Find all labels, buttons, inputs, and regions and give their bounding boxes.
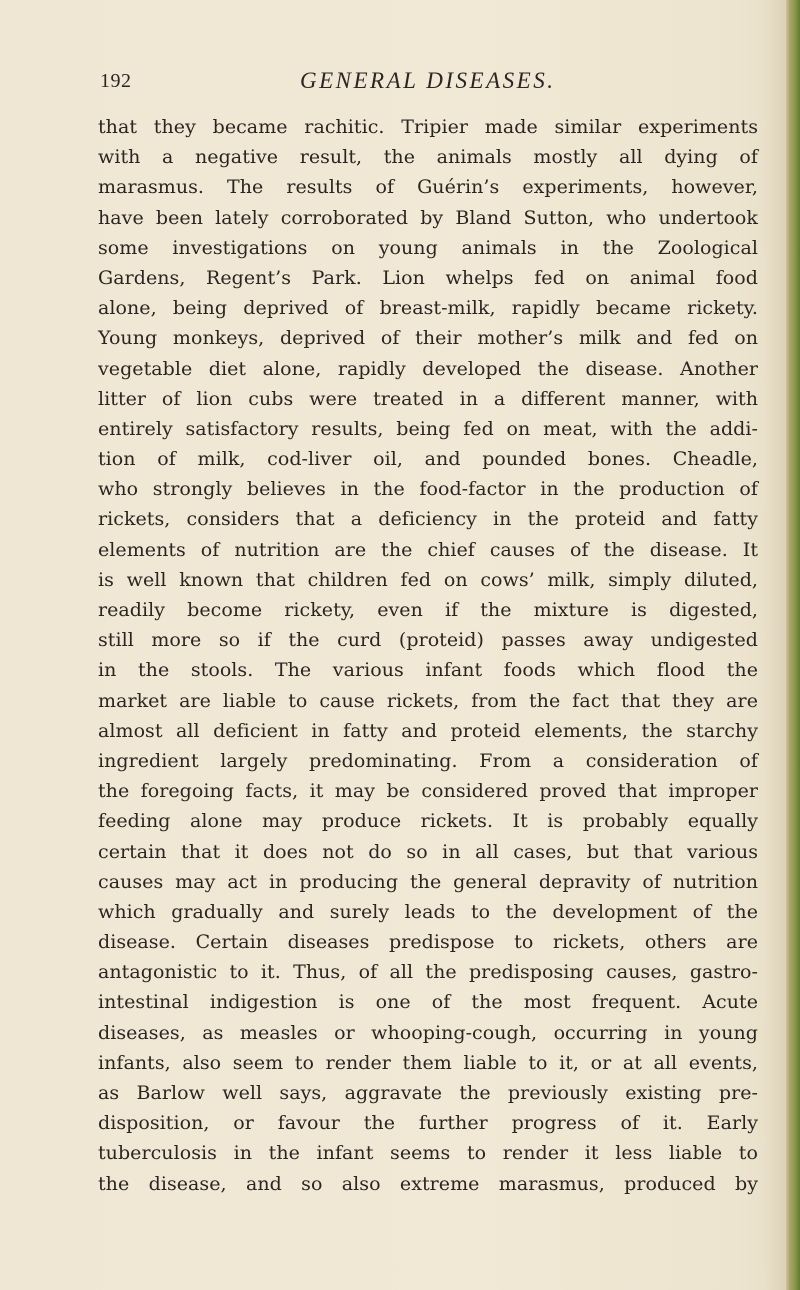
page-number: 192 — [100, 70, 132, 92]
text-line: market are liable to cause rickets, from the fact that they are — [98, 689, 758, 712]
page-header — [100, 70, 740, 106]
text-line: disposition, or favour the further progress of it. Early — [98, 1112, 758, 1135]
text-line: causes may act in producing the general depravity of nutrition — [98, 870, 758, 893]
text-line: that they became rachitic. Tripier made similar experiments — [98, 116, 758, 138]
text-line: Young monkeys, deprived of their mother’s milk and fed on — [98, 327, 758, 350]
text-line: marasmus. The results of Guérin’s experiments, however, — [98, 176, 758, 199]
text-line: litter of lion cubs were treated in a different manner, with — [98, 387, 758, 410]
text-line: vegetable diet alone, rapidly developed the disease. Another — [98, 357, 758, 380]
text-line: ingredient largely predominating. From a consideration of — [98, 749, 758, 772]
text-line: certain that it does not do so in all cases, but that various — [98, 840, 758, 863]
text-line: entirely satisfactory results, being fed on meat, with the addi- — [98, 417, 758, 440]
text-line: is well known that children fed on cows’ milk, simply diluted, — [98, 568, 758, 591]
running-head: GENERAL DISEASES. — [300, 68, 556, 93]
text-line: some investigations on young animals in the Zoological — [98, 236, 758, 259]
text-line: still more so if the curd (proteid) passes away undigested — [98, 629, 758, 652]
text-line: tion of milk, cod-liver oil, and pounded bones. Cheadle, — [98, 448, 758, 471]
text-line: which gradually and surely leads to the development of the — [98, 900, 758, 923]
text-line: almost all deficient in fatty and proteid elements, the starchy — [98, 719, 758, 742]
text-line: diseases, as measles or whooping-cough, occurring in young — [98, 1021, 758, 1044]
text-line: intestinal indigestion is one of the most frequent. Acute — [98, 991, 758, 1014]
body-text — [98, 112, 758, 1199]
text-line: as Barlow well says, aggravate the previously existing pre- — [98, 1082, 758, 1104]
text-line: with a negative result, the animals mostly all dying of — [98, 146, 758, 169]
text-line: alone, being deprived of breast-milk, rapidly became rickety. — [98, 297, 758, 320]
text-line: readily become rickety, even if the mixture is digested, — [98, 599, 758, 621]
text-line: the disease, and so also extreme marasmus, produced by — [98, 1172, 758, 1195]
text-line: in the stools. The various infant foods which flood the — [98, 659, 758, 682]
text-line: Gardens, Regent’s Park. Lion whelps fed on animal food — [98, 266, 758, 289]
text-line: disease. Certain diseases predispose to rickets, others are — [98, 931, 758, 954]
text-line: tuberculosis in the infant seems to render it less liable to — [98, 1142, 758, 1165]
page-edge — [786, 0, 800, 1290]
text-line: infants, also seem to render them liable to it, or at all events, — [98, 1051, 758, 1074]
text-line: antagonistic to it. Thus, of all the predisposing causes, gastro- — [98, 961, 758, 984]
text-line: the foregoing facts, it may be considered proved that improper — [98, 780, 758, 803]
text-line: have been lately corroborated by Bland Sutton, who undertook — [98, 206, 758, 229]
text-line: rickets, considers that a deficiency in the proteid and fatty — [98, 508, 758, 531]
text-line: elements of nutrition are the chief causes of the disease. It — [98, 538, 758, 561]
page-gutter-shadow — [764, 0, 786, 1290]
text-line: feeding alone may produce rickets. It is probably equally — [98, 810, 758, 833]
text-line: who strongly believes in the food-factor in the production of — [98, 478, 758, 501]
